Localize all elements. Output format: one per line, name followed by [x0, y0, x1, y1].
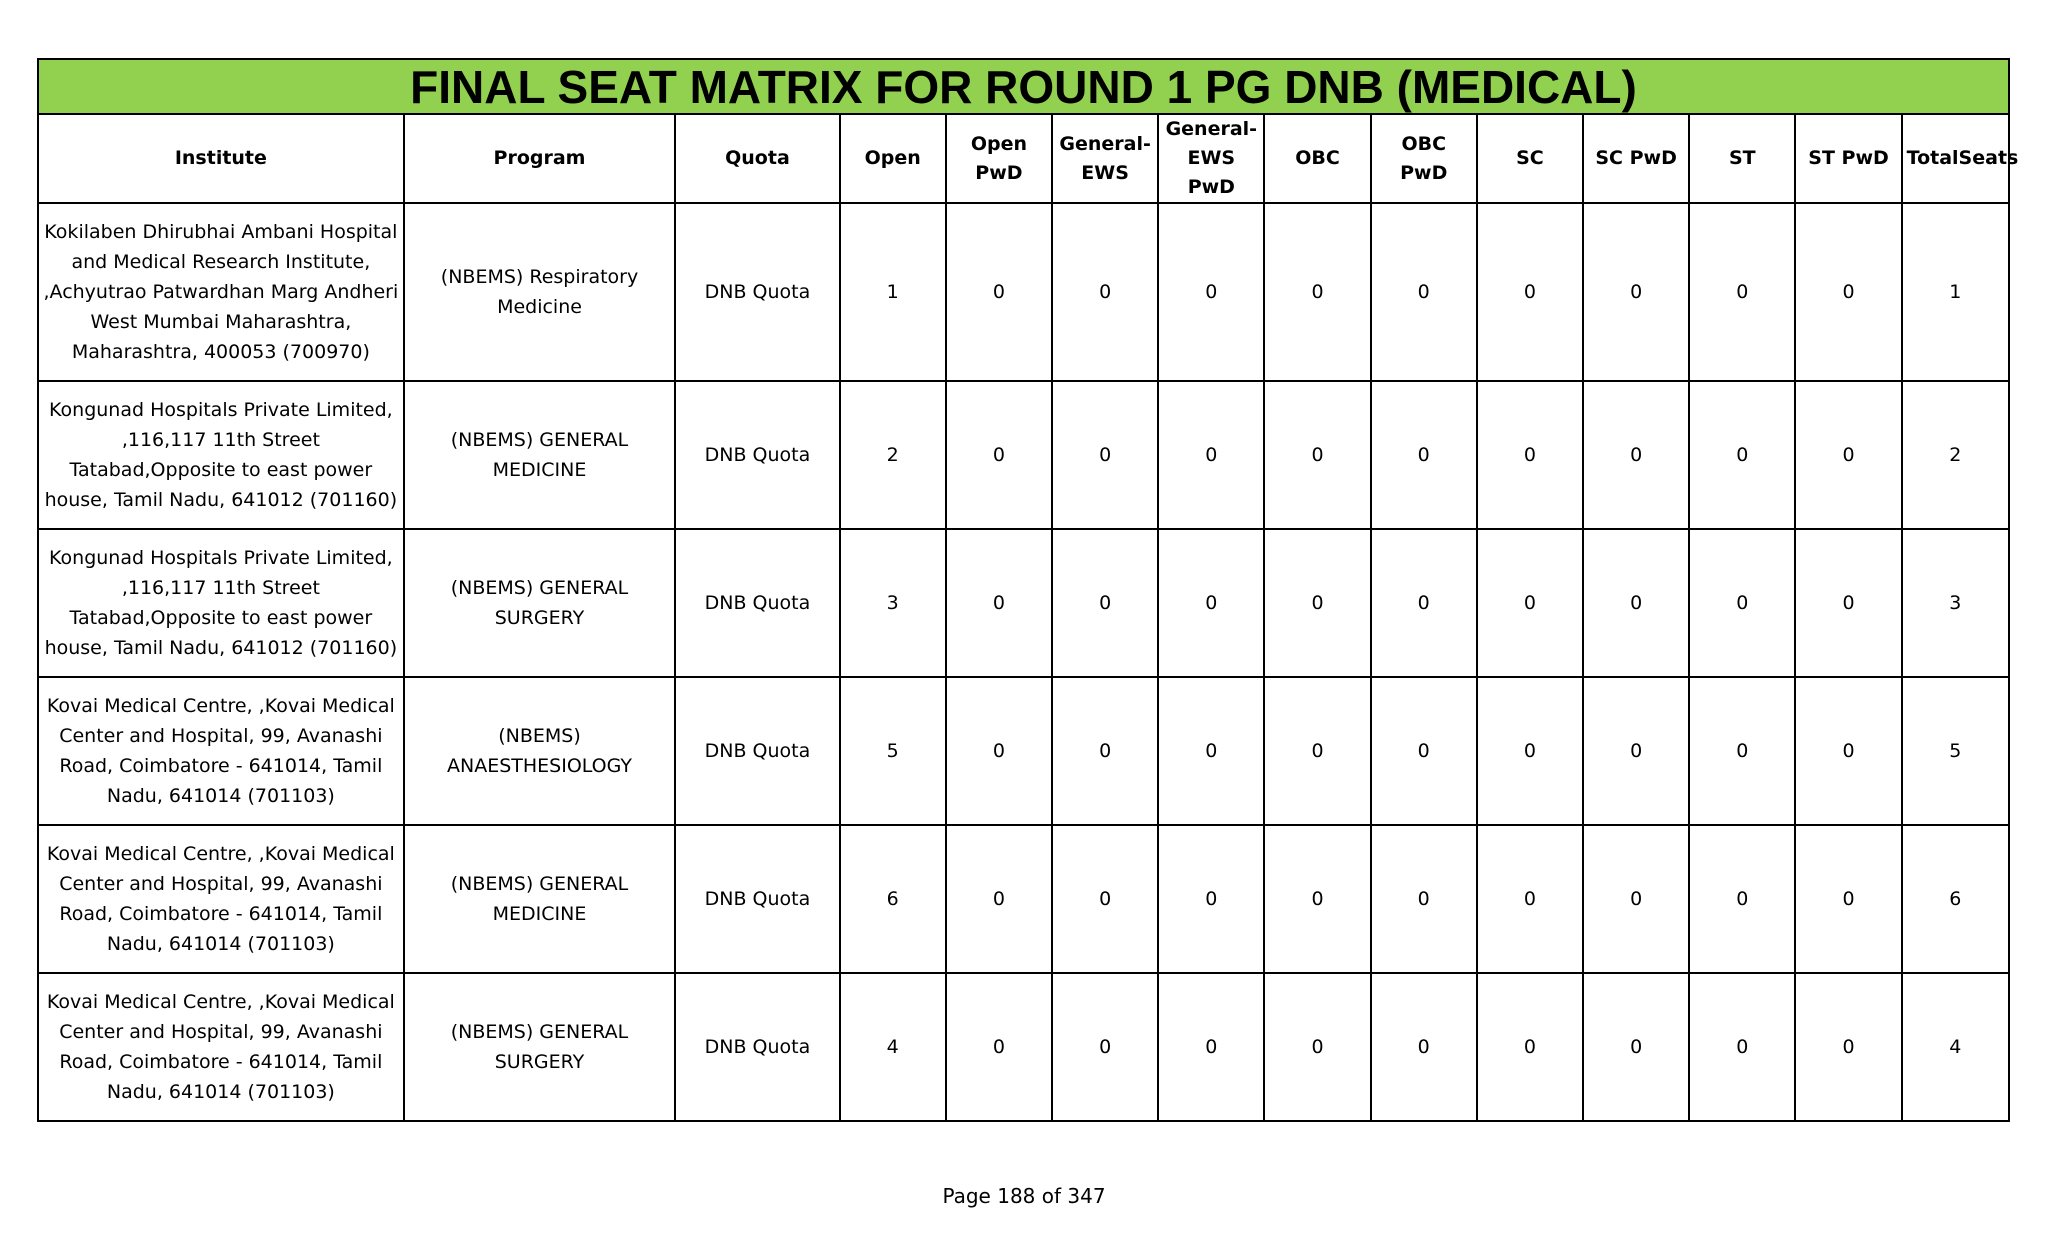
obc-pwd-cell: 0: [1371, 381, 1477, 529]
general-ews-pwd-cell: 0: [1158, 381, 1264, 529]
col-header-open: Open: [840, 114, 946, 203]
general-ews-pwd-cell: 0: [1158, 677, 1264, 825]
quota-cell: DNB Quota: [675, 203, 839, 381]
table-row: [38, 529, 2009, 677]
st-cell: 0: [1689, 381, 1795, 529]
col-header-sc: SC: [1477, 114, 1583, 203]
seat-matrix-table: [37, 113, 2019, 1122]
general-ews-cell: 0: [1052, 203, 1158, 381]
program-cell: (NBEMS) Respiratory Medicine: [404, 203, 676, 381]
col-header-obc: OBC: [1264, 114, 1370, 203]
open-pwd-cell: 0: [946, 203, 1052, 381]
sc-cell: 0: [1477, 973, 1583, 1121]
general-ews-cell: 0: [1052, 529, 1158, 677]
st-pwd-cell: 0: [1795, 203, 1901, 381]
open-pwd-cell: 0: [946, 825, 1052, 973]
st-pwd-cell: 0: [1795, 381, 1901, 529]
col-header-quota: Quota: [675, 114, 839, 203]
institute-cell: Kongunad Hospitals Private Limited, ,116,117 11th Street Tatabad,Opposite to east power house, Tamil Nadu, 641012 (701160): [38, 381, 404, 529]
open-cell: 5: [840, 677, 946, 825]
obc-pwd-cell: 0: [1371, 203, 1477, 381]
obc-cell: 0: [1264, 677, 1370, 825]
quota-cell: DNB Quota: [675, 825, 839, 973]
seat-matrix-sheet: [37, 58, 2019, 1122]
quota-cell: DNB Quota: [675, 381, 839, 529]
col-header-st-pwd: ST PwD: [1795, 114, 1901, 203]
open-pwd-cell: 0: [946, 529, 1052, 677]
program-cell: (NBEMS) GENERAL SURGERY: [404, 973, 676, 1121]
institute-cell: Kovai Medical Centre, ,Kovai Medical Center and Hospital, 99, Avanashi Road, Coimbatore - 641014, Tamil Nadu, 641014 (701103): [38, 677, 404, 825]
header-row: [38, 114, 2009, 203]
page-number: Page 188 of 347: [942, 1184, 1106, 1208]
general-ews-pwd-cell: 0: [1158, 203, 1264, 381]
obc-pwd-cell: 0: [1371, 973, 1477, 1121]
general-ews-cell: 0: [1052, 677, 1158, 825]
sc-pwd-cell: 0: [1583, 677, 1689, 825]
col-header-open-pwd: Open PwD: [946, 114, 1052, 203]
table-row: [38, 973, 2009, 1121]
col-header-sc-pwd: SC PwD: [1583, 114, 1689, 203]
st-cell: 0: [1689, 973, 1795, 1121]
total-seats-cell: 6: [1902, 825, 2009, 973]
quota-cell: DNB Quota: [675, 529, 839, 677]
program-cell: (NBEMS) ANAESTHESIOLOGY: [404, 677, 676, 825]
open-cell: 4: [840, 973, 946, 1121]
institute-cell: Kovai Medical Centre, ,Kovai Medical Center and Hospital, 99, Avanashi Road, Coimbatore - 641014, Tamil Nadu, 641014 (701103): [38, 973, 404, 1121]
page-title: FINAL SEAT MATRIX FOR ROUND 1 PG DNB (MEDICAL): [410, 60, 1637, 113]
sc-cell: 0: [1477, 677, 1583, 825]
st-pwd-cell: 0: [1795, 973, 1901, 1121]
col-header-institute: Institute: [38, 114, 404, 203]
general-ews-cell: 0: [1052, 973, 1158, 1121]
table-row: [38, 381, 2009, 529]
program-cell: (NBEMS) GENERAL MEDICINE: [404, 381, 676, 529]
table-row: [38, 825, 2009, 973]
sc-pwd-cell: 0: [1583, 973, 1689, 1121]
total-seats-cell: 5: [1902, 677, 2009, 825]
st-cell: 0: [1689, 203, 1795, 381]
open-pwd-cell: 0: [946, 973, 1052, 1121]
obc-pwd-cell: 0: [1371, 529, 1477, 677]
general-ews-cell: 0: [1052, 825, 1158, 973]
sc-pwd-cell: 0: [1583, 203, 1689, 381]
general-ews-pwd-cell: 0: [1158, 973, 1264, 1121]
st-cell: 0: [1689, 529, 1795, 677]
program-cell: (NBEMS) GENERAL SURGERY: [404, 529, 676, 677]
sc-pwd-cell: 0: [1583, 381, 1689, 529]
institute-cell: Kokilaben Dhirubhai Ambani Hospital and Medical Research Institute, ,Achyutrao Patwardhan Marg Andheri West Mumbai Maharashtra, Maharashtra, 400053 (700970): [38, 203, 404, 381]
col-header-st: ST: [1689, 114, 1795, 203]
st-pwd-cell: 0: [1795, 529, 1901, 677]
institute-cell: Kongunad Hospitals Private Limited, ,116,117 11th Street Tatabad,Opposite to east power house, Tamil Nadu, 641012 (701160): [38, 529, 404, 677]
obc-cell: 0: [1264, 203, 1370, 381]
obc-cell: 0: [1264, 529, 1370, 677]
obc-cell: 0: [1264, 381, 1370, 529]
col-header-general-ews: General-EWS: [1052, 114, 1158, 203]
general-ews-cell: 0: [1052, 381, 1158, 529]
open-cell: 3: [840, 529, 946, 677]
quota-cell: DNB Quota: [675, 677, 839, 825]
general-ews-pwd-cell: 0: [1158, 529, 1264, 677]
col-header-total-seats: TotalSeats: [1902, 114, 2009, 203]
obc-pwd-cell: 0: [1371, 825, 1477, 973]
open-cell: 6: [840, 825, 946, 973]
title-bar: [37, 58, 2010, 113]
institute-cell: Kovai Medical Centre, ,Kovai Medical Center and Hospital, 99, Avanashi Road, Coimbatore - 641014, Tamil Nadu, 641014 (701103): [38, 825, 404, 973]
sc-cell: 0: [1477, 203, 1583, 381]
obc-pwd-cell: 0: [1371, 677, 1477, 825]
open-cell: 1: [840, 203, 946, 381]
st-pwd-cell: 0: [1795, 825, 1901, 973]
table-row: [38, 677, 2009, 825]
open-pwd-cell: 0: [946, 677, 1052, 825]
total-seats-cell: 3: [1902, 529, 2009, 677]
sc-cell: 0: [1477, 381, 1583, 529]
table-row: [38, 203, 2009, 381]
col-header-general-ews-pwd: General-EWS PwD: [1158, 114, 1264, 203]
open-pwd-cell: 0: [946, 381, 1052, 529]
st-cell: 0: [1689, 677, 1795, 825]
sc-cell: 0: [1477, 529, 1583, 677]
st-pwd-cell: 0: [1795, 677, 1901, 825]
sc-pwd-cell: 0: [1583, 529, 1689, 677]
total-seats-cell: 1: [1902, 203, 2009, 381]
quota-cell: DNB Quota: [675, 973, 839, 1121]
obc-cell: 0: [1264, 825, 1370, 973]
open-cell: 2: [840, 381, 946, 529]
total-seats-cell: 2: [1902, 381, 2009, 529]
sc-cell: 0: [1477, 825, 1583, 973]
obc-cell: 0: [1264, 973, 1370, 1121]
general-ews-pwd-cell: 0: [1158, 825, 1264, 973]
st-cell: 0: [1689, 825, 1795, 973]
total-seats-cell: 4: [1902, 973, 2009, 1121]
col-header-obc-pwd: OBC PwD: [1371, 114, 1477, 203]
sc-pwd-cell: 0: [1583, 825, 1689, 973]
program-cell: (NBEMS) GENERAL MEDICINE: [404, 825, 676, 973]
col-header-program: Program: [404, 114, 676, 203]
